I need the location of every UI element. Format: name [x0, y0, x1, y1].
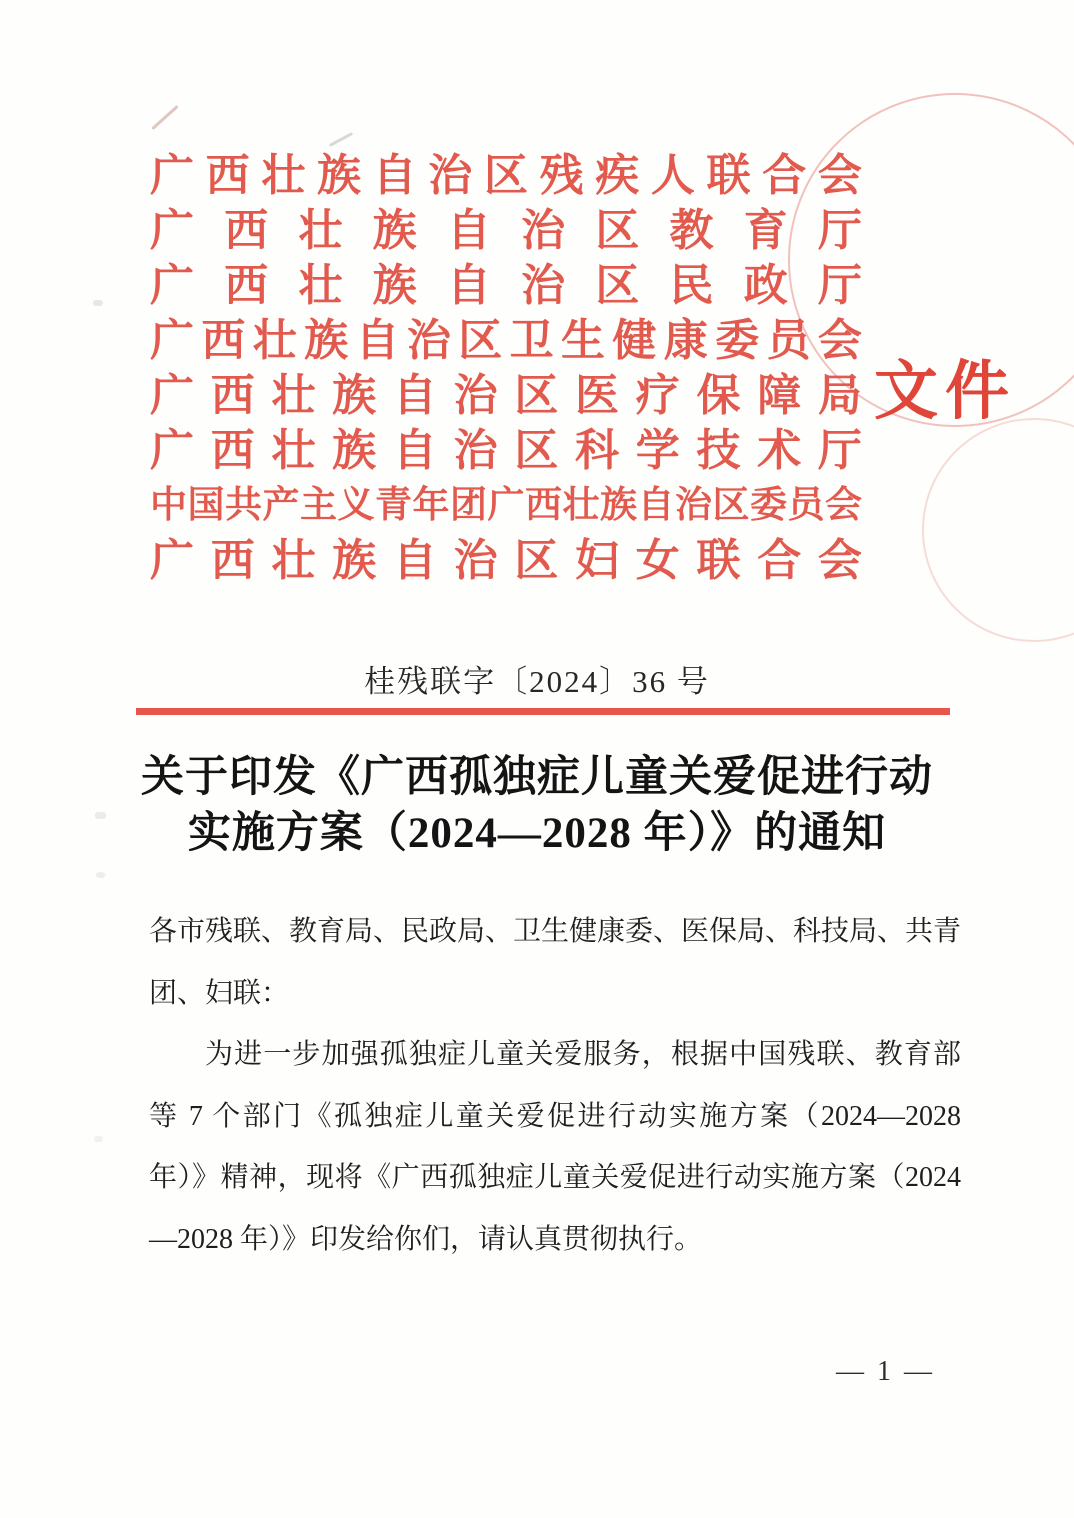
document-title-line1: 关于印发《广西孤独症儿童关爱促进行动: [141, 754, 933, 801]
agency-name-gongqingtuan: 中 国 共 产 主 义 青 年 团 广 西 壮 族 自 治 区 委 员 会: [150, 485, 862, 526]
document-title-line2: 实施方案（2024—2028 年）》的通知: [187, 810, 887, 857]
paragraph-line4: —2028 年）》印发给你们，请认真贯彻执行。: [149, 1223, 703, 1255]
stamp-bleed-circle-bottom: [922, 418, 1074, 642]
agency-name-weijianwei: 广 西 壮 族 自 治 区 卫 生 健 康 委 员 会: [150, 315, 862, 365]
wenjian-label: 文件: [874, 355, 1016, 427]
scan-smudge: [94, 1136, 103, 1142]
agency-name-jiaoyuting: 广 西 壮 族 自 治 区 教 育 厅: [150, 205, 862, 255]
salutation-line1: 各市残联、教育局、民政局、卫生健康委、医保局、科技局、共青: [149, 916, 962, 947]
page-number: — 1 —: [836, 1356, 935, 1387]
scan-smudge: [151, 105, 178, 130]
agency-name-fulian: 广 西 壮 族 自 治 区 妇 女 联 合 会: [150, 535, 862, 585]
salutation-line2: 团、妇联：: [149, 977, 290, 1009]
agency-name-minzhengting: 广 西 壮 族 自 治 区 民 政 厅: [150, 260, 862, 310]
doc-reference-number: 桂残联字〔2024〕36 号: [364, 664, 710, 699]
paragraph-line1: 为进一步加强孤独症儿童关爱服务，根据中国残联、教育部: [205, 1039, 961, 1070]
red-separator-line: [136, 708, 950, 715]
scan-smudge: [329, 132, 353, 147]
letterhead-agencies: [150, 148, 862, 588]
paragraph-line2: 等 7 个部门《孤独症儿童关爱促进行动实施方案（2024—2028: [149, 1100, 961, 1132]
document-title: [0, 750, 1074, 862]
scan-smudge: [93, 300, 103, 306]
paragraph-line3: 年）》精神，现将《广西孤独症儿童关爱促进行动实施方案（2024: [149, 1162, 961, 1193]
agency-name-kejiting: 广 西 壮 族 自 治 区 科 学 技 术 厅: [150, 425, 862, 475]
document-body: [149, 901, 961, 1270]
agency-name-canlian: 广 西 壮 族 自 治 区 残 疾 人 联 合 会: [150, 150, 862, 200]
scan-smudge: [96, 872, 105, 878]
agency-name-yibaoju: 广 西 壮 族 自 治 区 医 疗 保 障 局: [150, 370, 862, 420]
